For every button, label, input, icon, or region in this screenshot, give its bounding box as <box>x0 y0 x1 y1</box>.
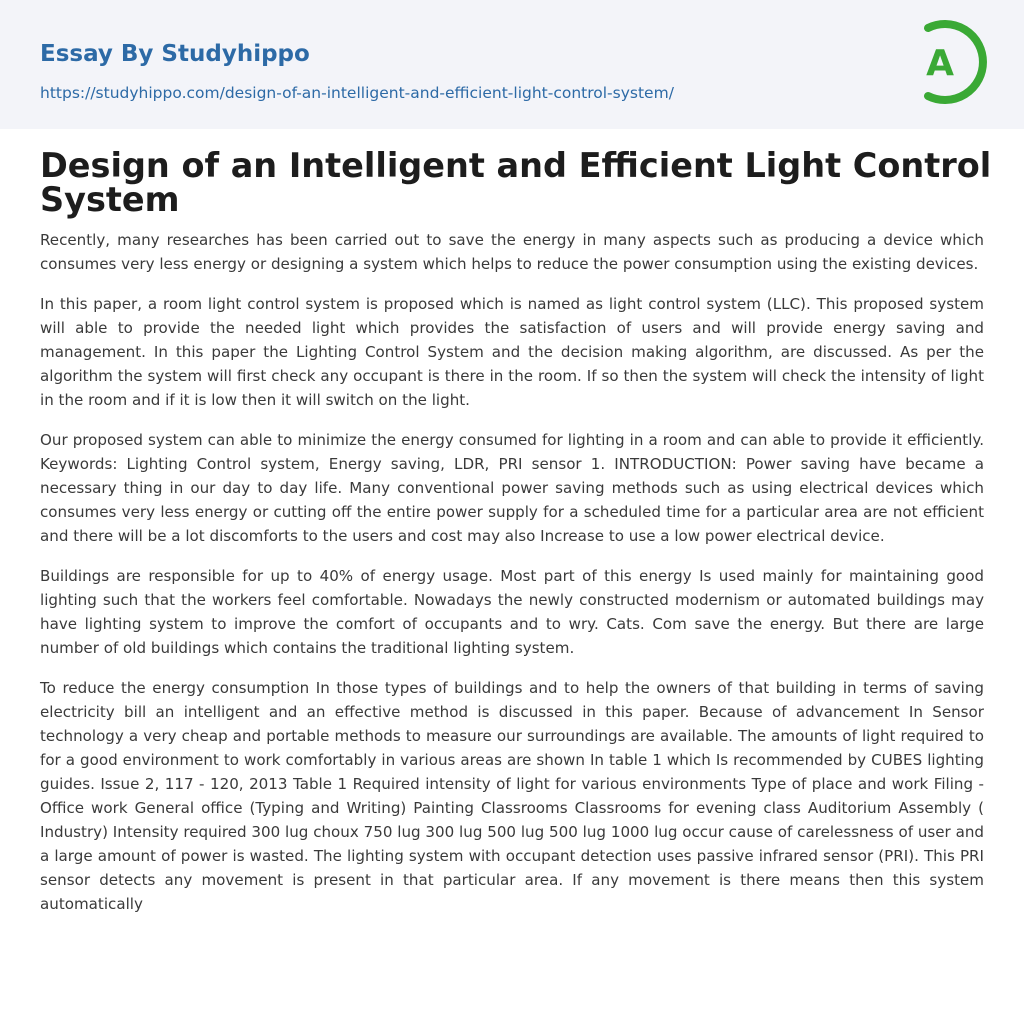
paragraph-2: In this paper, a room light control system is proposed which is named as light control system (LLC). This proposed system will able to provide the needed light which provides the satisfaction of users and will provide energy saving and management. In this paper the Lighting Control System and the decision making algorithm, are discussed. As per the algorithm the system will first check any occupant is there in the room. If so then the system will check the intensity of light in the room and if it is low then it will switch on the light. <box>40 295 984 409</box>
paragraph-5: To reduce the energy consumption In those types of buildings and to help the owners of that building in terms of saving electricity bill an intelligent and an effective method is discussed in this paper. Because of advancement In Sensor technology a very cheap and portable methods to measure our surroundings are available. The amounts of light required to for a good environment to work comfortably in various areas are shown In table 1 which Is recommended by CUBES lighting guides. Issue 2, 117 - 120, 2013 Table 1 Required intensity of light for various environments Type of place and work Filing - Office work General office (Typing and Writing) Painting Classrooms Classrooms for evening class Auditorium Assembly ( Industry) Intensity required 300 lug choux 750 lug 300 lug 500 lug 500 lug 1000 lug occur cause of carelessness of user and a large amount of power is wasted. The lighting system with occupant detection uses passive infrared sensor (PRI). This PRI sensor detects any movement is present in that particular area. If any movement is there means then this system automatically <box>40 679 984 913</box>
studyhippo-logo-icon[interactable] <box>910 18 988 106</box>
paragraph-3: Our proposed system can able to minimize the energy consumed for lighting in a room and can able to provide it efficiently. Keywords: Lighting Control system, Energy saving, LDR, PRI sensor 1. INTRODUCTION: Power saving have became a necessary thing in our day to day life. Many conventional power saving methods such as using electrical devices which consumes very less energy or cutting off the entire power supply for a scheduled time for a particular area are not efficient and there will be a lot discomforts to the users and cost may also Increase to use a low power electrical device. <box>40 431 984 545</box>
paragraph-4: Buildings are responsible for up to 40% of energy usage. Most part of this energy Is used mainly for maintaining good lighting such that the workers feel comfortable. Nowadays the newly constructed modernism or automated buildings may have lighting system to improve the comfort of occupants and to wry. Cats. Com save the energy. But there are large number of old buildings which contains the traditional lighting system. <box>40 567 984 657</box>
site-header <box>0 0 1024 129</box>
article-body <box>40 228 984 932</box>
paragraph-1: Recently, many researches has been carried out to save the energy in many aspects such as producing a device which consumes very less energy or designing a system which helps to reduce the power consumption using the existing devices. <box>40 231 984 273</box>
site-name[interactable]: Essay By Studyhippo <box>40 41 310 67</box>
logo-letter: A <box>926 43 954 84</box>
source-url-link[interactable]: https://studyhippo.com/design-of-an-intelligent-and-efficient-light-control-system/ <box>40 84 674 102</box>
article-title: Design of an Intelligent and Efficient Light Control System <box>40 146 992 219</box>
